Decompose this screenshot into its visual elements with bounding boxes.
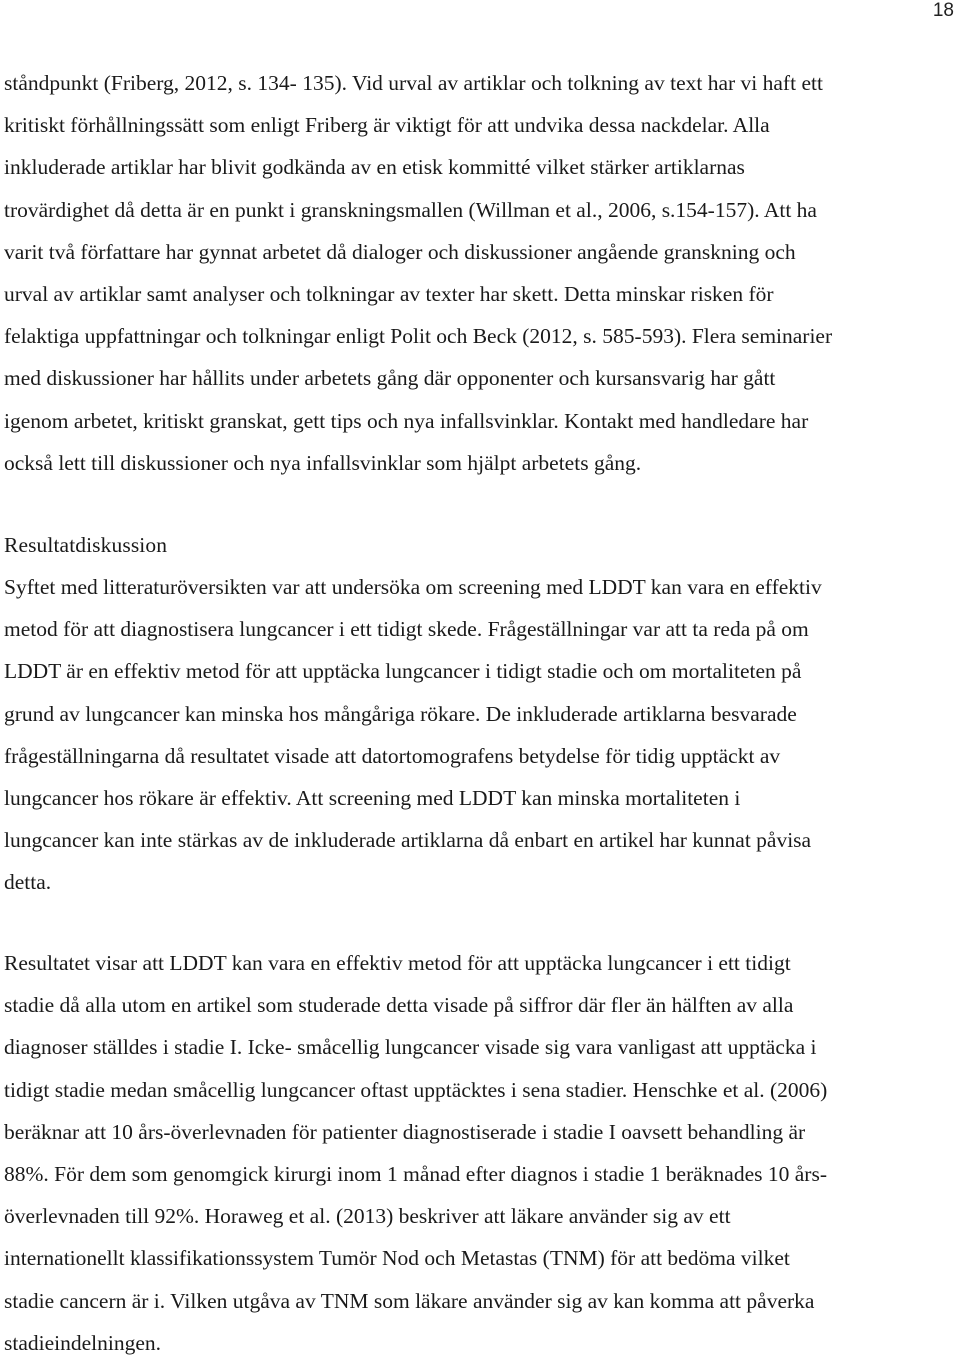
text-line: igenom arbetet, kritiskt granskat, gett tips och nya infallsvinklar. Kontakt med handledare har	[4, 408, 809, 433]
text-line: felaktiga uppfattningar och tolkningar enligt Polit och Beck (2012, s. 585-593). Flera seminarier	[4, 324, 833, 349]
text-line: med diskussioner har hållits under arbetets gång där opponenter och kursansvarig har gått	[4, 366, 776, 391]
text-line: 88%. För dem som genomgick kirurgi inom 1 månad efter diagnos i stadie 1 beräknades 10 års-	[4, 1161, 827, 1186]
text-line: kritiskt förhållningssätt som enligt Friberg är viktigt för att undvika dessa nackdelar. Alla	[4, 113, 770, 138]
text-line: överlevnaden till 92%. Horaweg et al. (2013) beskriver att läkare använder sig av ett	[4, 1204, 731, 1229]
text-line: inkluderade artiklar har blivit godkända av en etisk kommitté vilket stärker artiklarnas	[4, 155, 745, 180]
text-line: detta.	[4, 870, 52, 895]
paragraph-results-findings	[4, 942, 954, 1364]
text-line: stadieindelningen.	[4, 1330, 162, 1355]
text-line: trovärdighet då detta är en punkt i granskningsmallen (Willman et al., 2006, s.154-157). Att ha	[4, 197, 817, 222]
section-heading: Resultatdiskussion	[4, 533, 168, 557]
text-line: beräknar att 10 års-överlevnaden för patienter diagnostiserade i stadie I oavsett behandling är	[4, 1119, 806, 1144]
text-line: varit två författare har gynnat arbetet då dialoger och diskussioner angående granskning och	[4, 239, 796, 264]
text-line: också lett till diskussioner och nya infallsvinklar som hjälpt arbetets gång.	[4, 450, 642, 475]
text-line: LDDT är en effektiv metod för att upptäcka lungcancer i tidigt stadie och om mortaliteten på	[4, 659, 802, 684]
text-line: metod för att diagnostisera lungcancer i ett tidigt skede. Frågeställningar var att ta reda på om	[4, 617, 809, 642]
text-line: stadie cancern är i. Vilken utgåva av TNM som läkare använder sig av kan komma att påverka	[4, 1288, 815, 1313]
text-line: tidigt stadie medan småcellig lungcancer oftast upptäcktes i sena stadier. Henschke et al. (2006)	[4, 1077, 828, 1102]
text-line: lungcancer hos rökare är effektiv. Att screening med LDDT kan minska mortaliteten i	[4, 785, 741, 810]
text-line: grund av lungcancer kan minska hos mångåriga rökare. De inkluderade artiklarna besvarade	[4, 701, 797, 726]
page-number: 18	[932, 0, 954, 21]
text-line: ståndpunkt (Friberg, 2012, s. 134- 135). Vid urval av artiklar och tolkning av text har vi haft ett	[4, 71, 823, 95]
text-line: urval av artiklar samt analyser och tolkningar av texter har skett. Detta minskar risken för	[4, 281, 774, 306]
paragraph-result-discussion-intro	[4, 566, 954, 904]
text-line: internationellt klassifikationssystem Tumör Nod och Metastas (TNM) för att bedöma vilket	[4, 1246, 790, 1271]
text-line: lungcancer kan inte stärkas av de inkluderade artiklarna då enbart en artikel har kunnat påvisa	[4, 828, 812, 853]
text-line: frågeställningarna då resultatet visade att datortomografens betydelse för tidig upptäckt av	[4, 743, 781, 768]
text-line: Resultatet visar att LDDT kan vara en effektiv metod för att upptäcka lungcancer i ett tidigt	[4, 951, 791, 975]
paragraph-methodology-discussion	[4, 62, 954, 484]
text-line: Syftet med litteraturöversikten var att undersöka om screening med LDDT kan vara en effektiv	[4, 575, 822, 599]
text-line: stadie då alla utom en artikel som studerade detta visade på siffror där fler än hälften av alla	[4, 993, 794, 1018]
text-line: diagnoser ställdes i stadie I. Icke- småcellig lungcancer visade sig vara vanligast att upptäcka i	[4, 1035, 817, 1060]
